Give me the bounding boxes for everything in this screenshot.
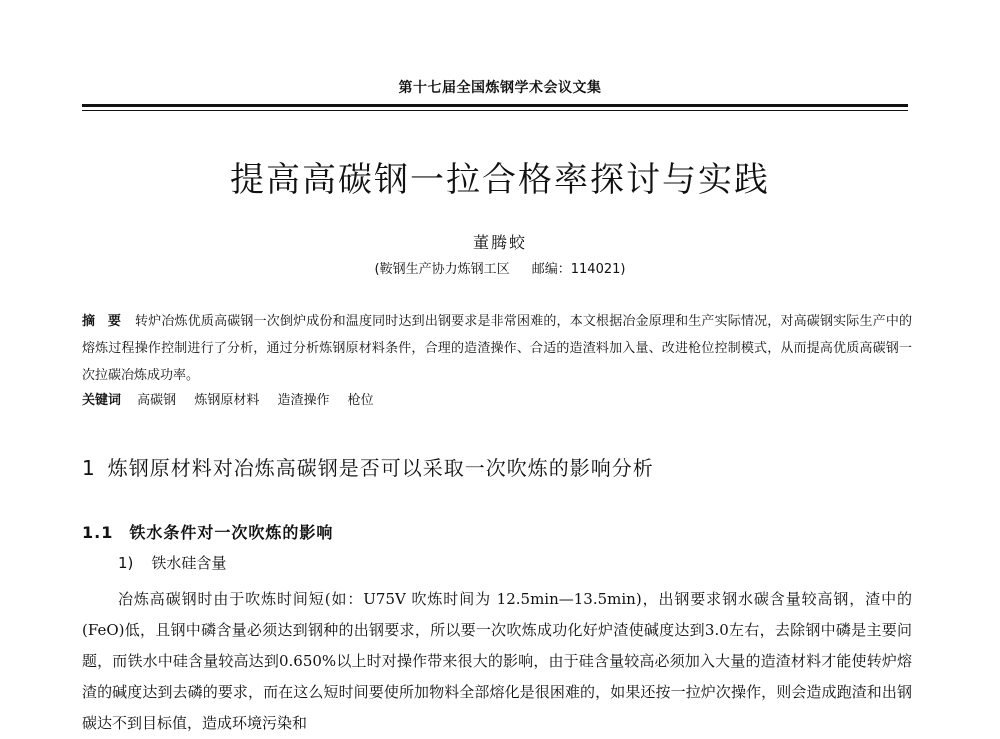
- running-header: 第十七届全国炼钢学术会议文集: [398, 80, 602, 96]
- keywords: [82, 389, 912, 408]
- section-number: 1: [82, 456, 96, 480]
- affiliation-organization: (鞍钢生产协力炼钢工区: [374, 262, 510, 277]
- header-rule-thin: [82, 110, 908, 111]
- affiliation-postal-code: 邮编：114021): [531, 262, 626, 277]
- abstract-text: 转炉冶炼优质高碳钢一次倒炉成份和温度同时达到出钢要求是非常困难的，本文根据冶金原理和生产实际情况，对高碳钢实际生产中的熔炼过程操作控制进行了分析，通过分析炼钢原材料条件，合理的造渣操作、合适的造渣料加入量、改进枪位控制模式，从而提高优质高碳钢一次拉碳冶炼成功率。: [82, 314, 912, 383]
- item-number: 1): [118, 554, 134, 572]
- keywords-label: 关键词: [82, 393, 122, 408]
- body-text: [82, 584, 912, 739]
- author-name: 董腾蛟: [472, 233, 527, 252]
- body-paragraph: 冶炼高碳钢时由于吹炼时间短(如：U75V 吹炼时间为 12.5min—13.5min)，出钢要求钢水碳含量较高钢，渣中的(FeO)低，且钢中磷含量必须达到钢种的出钢要求，所以要一次吹炼成功化好炉渣使碱度达到3.0左右，去除钢中磷是主要问题，而铁水中硅含量较高达到0.650%以上时对操作带来很大的影响，由于硅含量较高必须加入大量的造渣材料才能使转炉熔渣的碱度达到去磷的要求，而在这么短时间要使所加物料全部熔化是很困难的，如果还按一拉炉次操作，则会造成跑渣和出钢碳达不到目标值，造成环境污染和: [82, 590, 912, 732]
- affiliation: [0, 258, 1000, 277]
- header-rule-thick: [82, 104, 908, 107]
- abstract-label: 摘 要: [82, 314, 126, 329]
- keyword: 造渣操作: [277, 393, 330, 408]
- keyword: 枪位: [347, 393, 374, 408]
- keyword: 高碳钢: [137, 393, 177, 408]
- subsection-title: 铁水条件对一次吹炼的影响: [129, 523, 334, 542]
- abstract: [82, 308, 912, 389]
- subsection-heading: [82, 520, 333, 543]
- section-heading: [82, 452, 654, 481]
- item-title: 铁水硅含量: [151, 554, 227, 572]
- paper-title: 提高高碳钢一拉合格率探讨与实践: [230, 160, 770, 200]
- subsection-number: 1.1: [82, 523, 114, 542]
- keyword: 炼钢原材料: [194, 393, 260, 408]
- item-heading: [118, 552, 226, 573]
- section-title: 炼钢原材料对冶炼高碳钢是否可以采取一次吹炼的影响分析: [107, 456, 654, 480]
